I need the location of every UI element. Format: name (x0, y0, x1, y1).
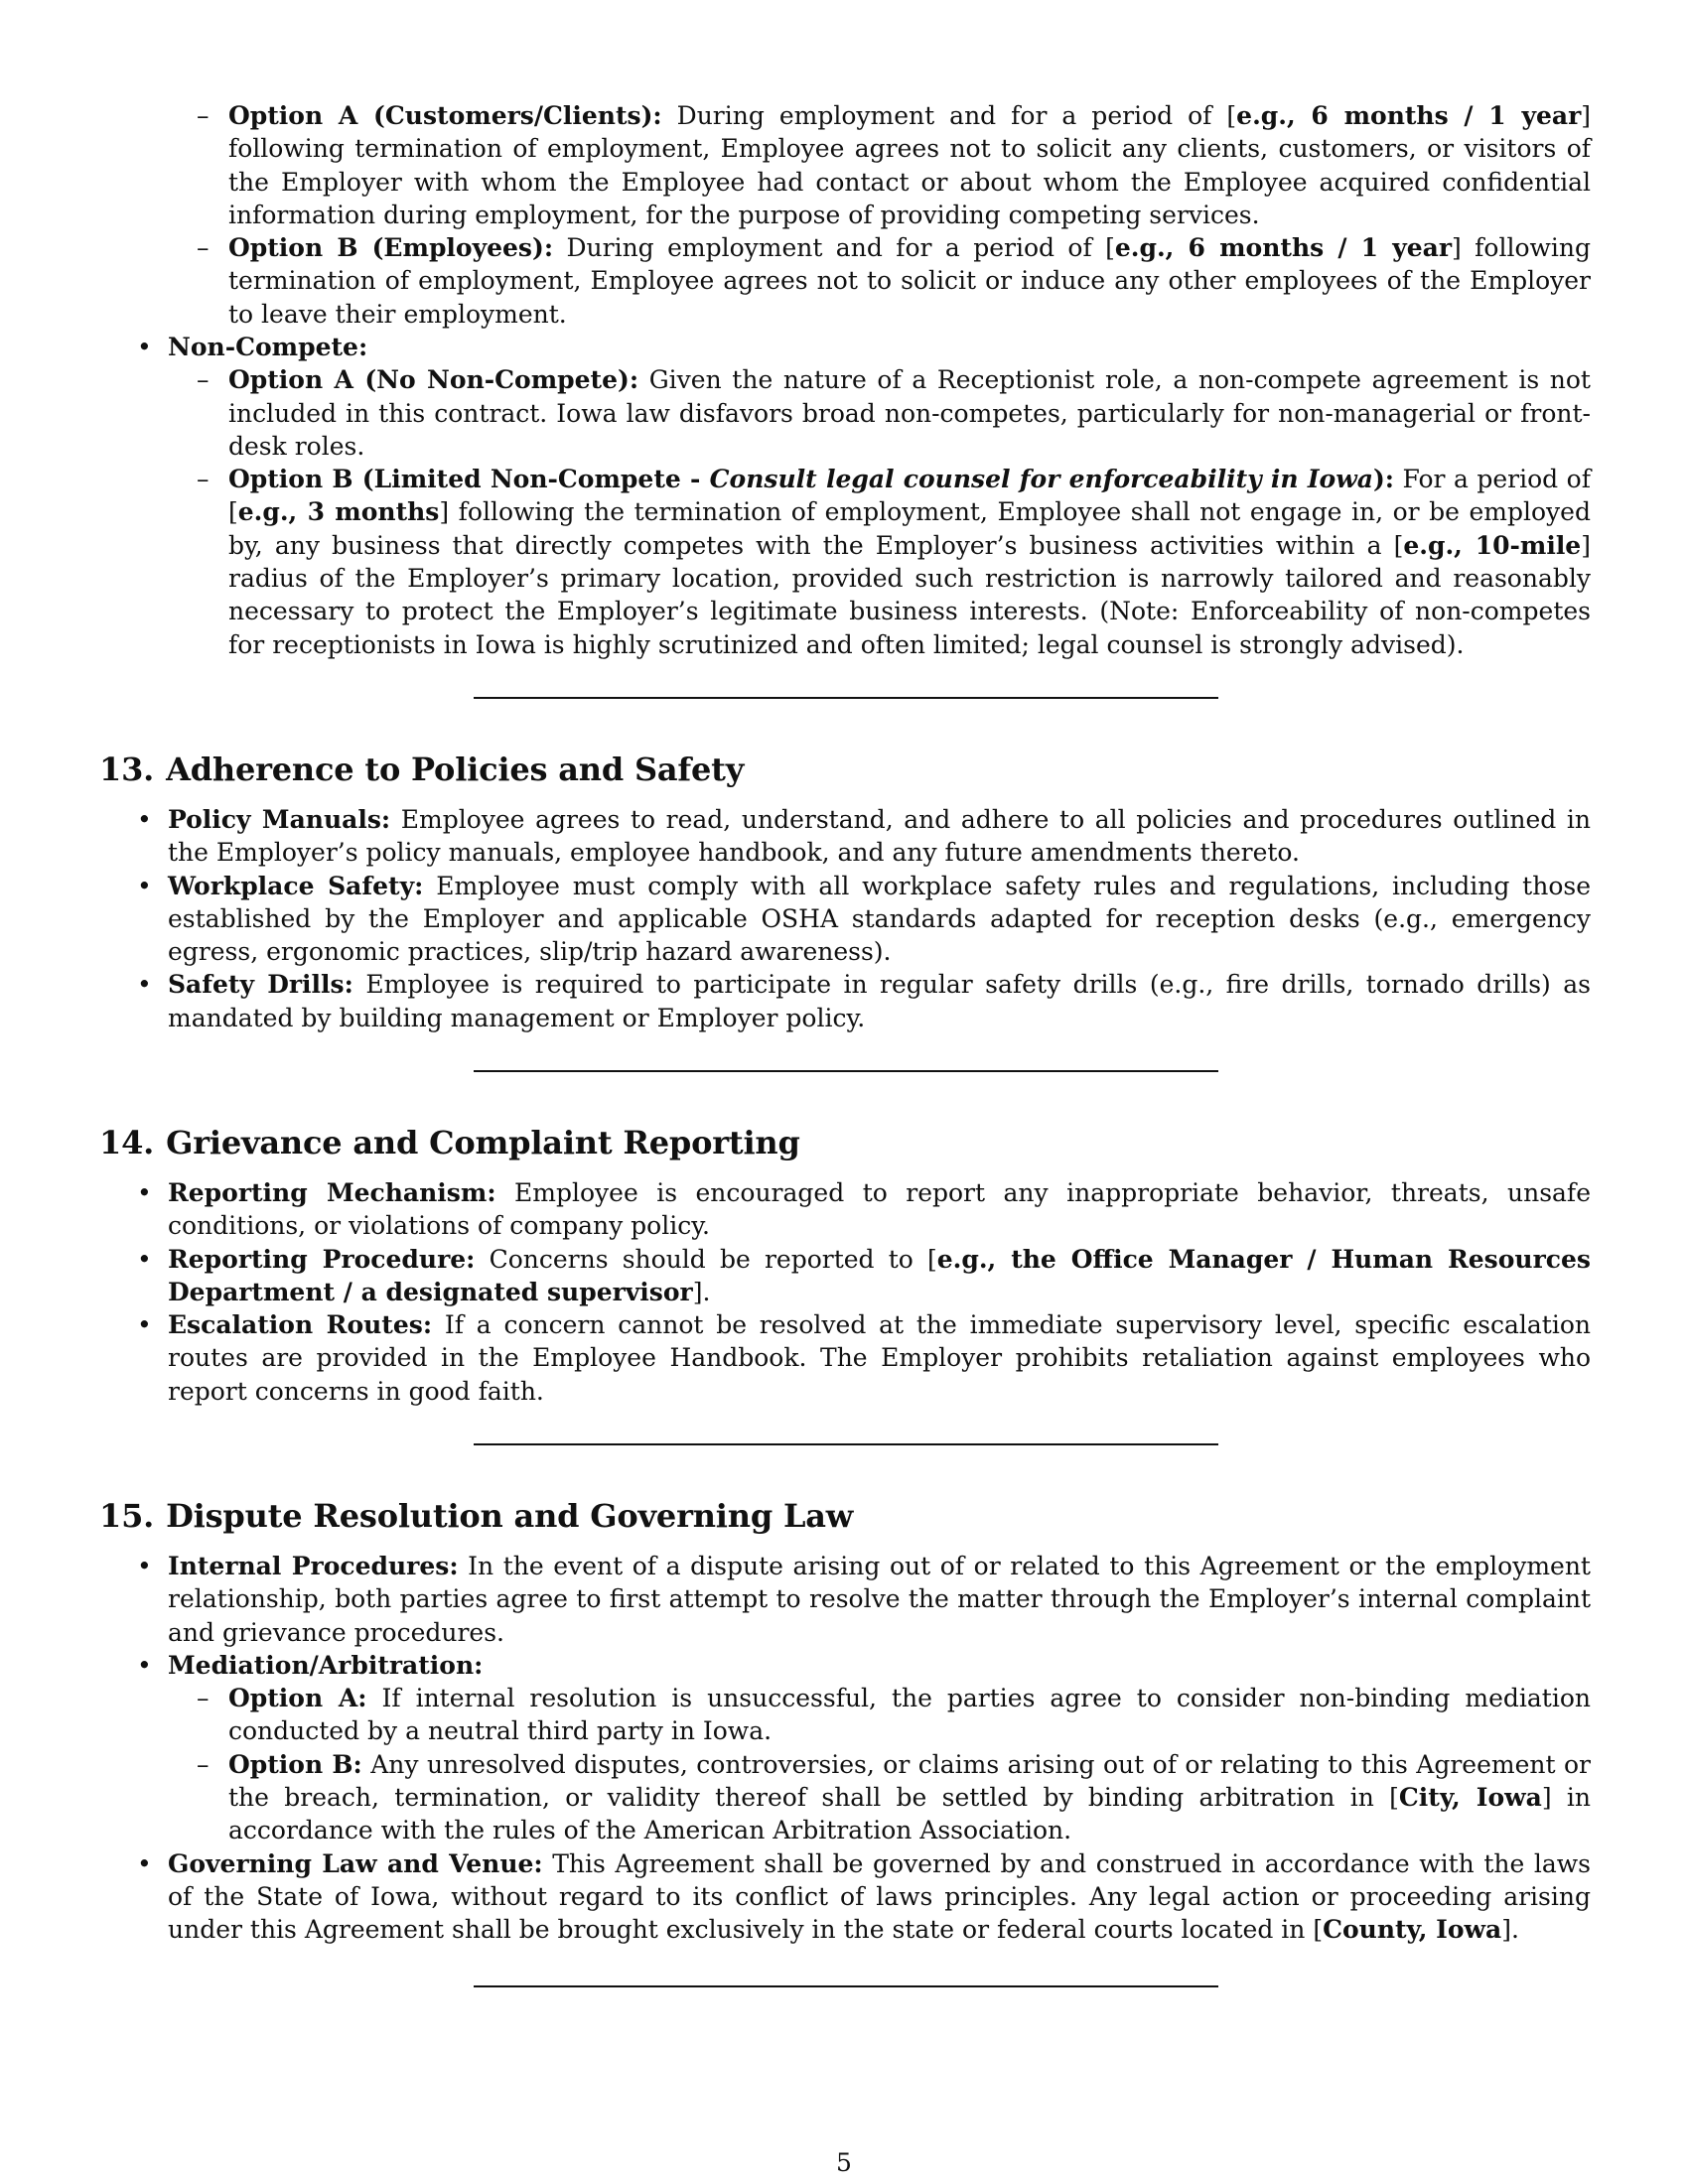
section-divider (474, 1443, 1218, 1445)
section-divider (474, 1985, 1218, 1987)
section-divider (474, 697, 1218, 699)
non-compete-item (0, 331, 1688, 661)
option-a-customers: – Option A (Customers/Clients): During employment and for a period of [e.g., 6 months / 1 year] following termination of employment, Employee agrees not to solicit any clients, customers, or visitors of the Employer with whom the Employee had contact or about whom the Employee acquired confidential information during employment, for the purpose of providing competing services. (168, 99, 1591, 231)
section-13-list (0, 803, 1688, 1034)
safety-drills-item: • Safety Drills: Employee is required to participate in regular safety drills (e.g., fire drills, tornado drills) as mandated by building management or Employer policy. (0, 968, 1688, 1034)
reporting-procedure-item: • Reporting Procedure: Concerns should be reported to [e.g., the Office Manager / Human Resources Department / a designated supervisor]. (0, 1243, 1688, 1309)
internal-procedures-item: • Internal Procedures: In the event of a dispute arising out of or related to this Agreement or the employment relationship, both parties agree to first attempt to resolve the matter through the Employer’s internal complaint and grievance procedures. (0, 1550, 1688, 1649)
workplace-safety-item: • Workplace Safety: Employee must comply with all workplace safety rules and regulations, including those established by the Employer and applicable OSHA standards adapted for reception desks (e.g., emergency egress, ergonomic practices, slip/trip hazard awareness). (0, 870, 1688, 969)
non-compete-label: Non-Compete: (168, 333, 368, 361)
governing-law-item: • Governing Law and Venue: This Agreement shall be governed by and construed in accordance with the laws of the State of Iowa, without regard to its conflict of laws principles. Any legal action or proceeding arising under this Agreement shall be brought exclusively in the state or federal courts located in [County, Iowa]. (0, 1847, 1688, 1947)
section-15-heading: 15. Dispute Resolution and Governing Law (99, 1497, 854, 1535)
non-compete-options (168, 363, 1591, 661)
option-label: Option B (Employees): (228, 233, 554, 263)
option-b-employees: – Option B (Employees): During employment and for a period of [e.g., 6 months / 1 year] following termination of employment, Employee agrees not to solicit or induce any other employees of the Employer to leave their employment. (168, 231, 1591, 331)
section-divider (474, 1070, 1218, 1072)
non-compete-option-a: – Option A (No Non-Compete): Given the nature of a Receptionist role, a non-compete agreement is not included in this contract. Iowa law disfavors broad non-competes, particularly for non-managerial or front-desk roles. (168, 363, 1591, 463)
section-15-list (0, 1550, 1688, 1947)
section-14-list (0, 1176, 1688, 1408)
escalation-routes-item: • Escalation Routes: If a concern cannot be resolved at the immediate supervisory level, specific escalation routes are provided in the Employee Handbook. The Employer prohibits retaliation against employees who report concerns in good faith. (0, 1308, 1688, 1408)
mediation-option-b: – Option B: Any unresolved disputes, controversies, or claims arising out of or relating to this Agreement or the breach, termination, or validity thereof shall be settled by binding arbitration in [City, Iowa] in accordance with the rules of the American Arbitration Association. (168, 1748, 1591, 1847)
reporting-mechanism-item: • Reporting Mechanism: Employee is encouraged to report any inappropriate behavior, threats, unsafe conditions, or violations of company policy. (0, 1176, 1688, 1243)
section-14-heading: 14. Grievance and Complaint Reporting (99, 1124, 800, 1161)
mediation-options (168, 1682, 1591, 1846)
section-13-heading: 13. Adherence to Policies and Safety (99, 751, 745, 788)
non-compete-list (0, 331, 1688, 661)
policy-manuals-item: • Policy Manuals: Employee agrees to read, understand, and adhere to all policies and procedures outlined in the Employer’s policy manuals, employee handbook, and any future amendments thereto. (0, 803, 1688, 870)
mediation-option-a: – Option A: If internal resolution is unsuccessful, the parties agree to consider non-binding mediation conducted by a neutral third party in Iowa. (168, 1682, 1591, 1748)
non-compete-option-b: – Option B (Limited Non-Compete - Consult legal counsel for enforceability in Iowa): For a period of [e.g., 3 months] following the termination of employment, Employee shall not engage in, or be employed by, any business that directly competes with the Employer’s business activities within a [e.g., 10-mile] radius of the Employer’s primary location, provided such restriction is narrowly tailored and reasonably necessary to protect the Employer’s legitimate business interests. (Note: Enforceability of non-competes for receptionists in Iowa is highly scrutinized and often limited; legal counsel is strongly advised). (168, 463, 1591, 661)
page-number: 5 (836, 2148, 852, 2177)
option-label: Option A (Customers/Clients): (228, 101, 662, 130)
non-solicitation-options (168, 99, 1591, 331)
mediation-arbitration-item: • Mediation/Arbitration: – Option A: If internal resolution is unsuccessful, the parties agree to consider non-binding mediation conducted by a neutral third party in Iowa. – Option B: Any unresolved disputes, controversies, or claims arising out of or relating to this Agreement or the breach, termination, or validity thereof shall be settled by binding arbitration in [City, Iowa] in accordance with the rules of the American Arbitration Association. (0, 1649, 1688, 1847)
